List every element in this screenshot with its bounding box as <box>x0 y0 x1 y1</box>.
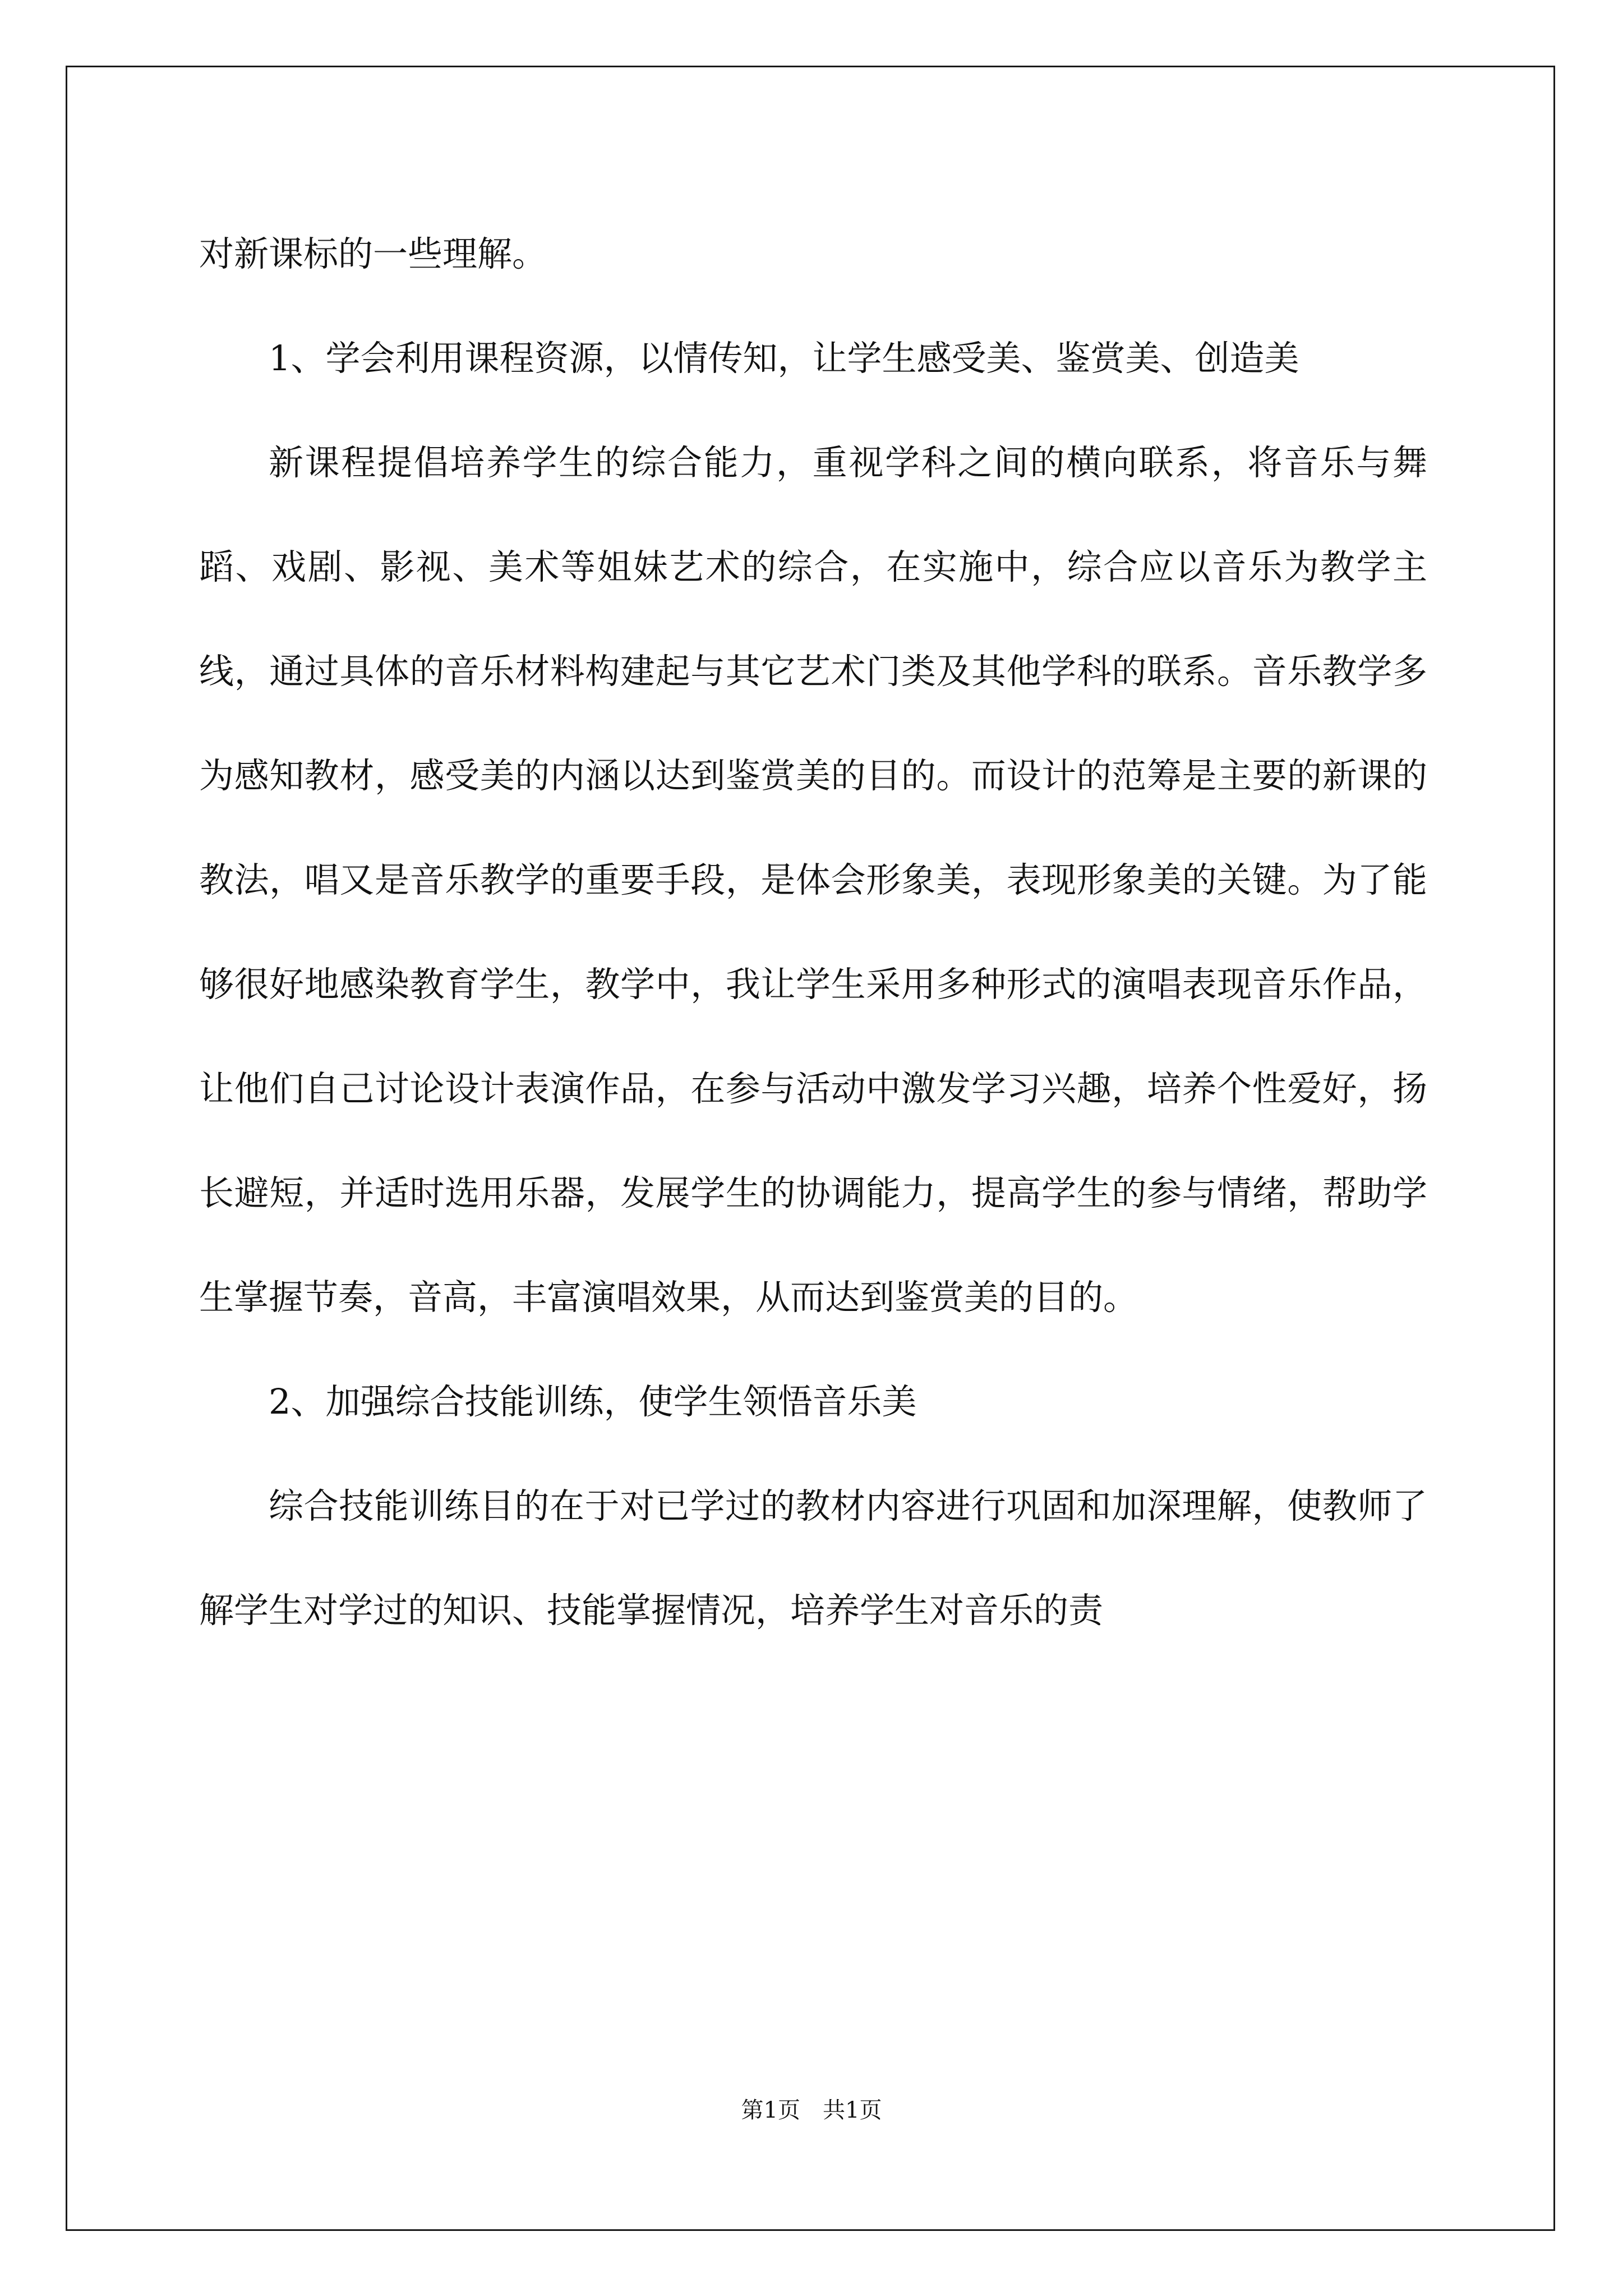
paragraph-intro: 对新课标的一些理解。 <box>199 233 547 274</box>
paragraph-body-2: 综合技能训练目的在于对已学过的教材内容进行巩固和加深理解，使教师了解学生对学过的知识、技能掌握情况，培养学生对音乐的责 <box>199 1485 1427 1631</box>
paragraph-body-1: 新课程提倡培养学生的综合能力，重视学科之间的横向联系，将音乐与舞蹈、戏剧、影视、美术等姐妹艺术的综合，在实施中，综合应以音乐为教学主线，通过具体的音乐材料构建起与其它艺术门类及其他学科的联系。音乐教学多为感知教材，感受美的内涵以达到鉴赏美的目的。而设计的范筹是主要的新课的教法，唱又是音乐教学的重要手段，是体会形象美，表现形象美的关键。为了能够很好地感染教育学生，教学中，我让学生采用多种形式的演唱表现音乐作品，让他们自己讨论设计表演作品，在参与活动中激发学习兴趣，培养个性爱好，扬长避短，并适时选用乐器，发展学生的协调能力，提高学生的参与情绪，帮助学生掌握节奏，音高，丰富演唱效果，从而达到鉴赏美的目的。 <box>199 442 1427 1318</box>
page-footer: 第1页 共1页 <box>741 2097 882 2123</box>
document-body <box>199 202 1427 1663</box>
paragraph-heading-1: 1、学会利用课程资源，以情传知，让学生感受美、鉴赏美、创造美 <box>269 338 1299 379</box>
paragraph-heading-2: 2、加强综合技能训练，使学生领悟音乐美 <box>269 1381 917 1422</box>
